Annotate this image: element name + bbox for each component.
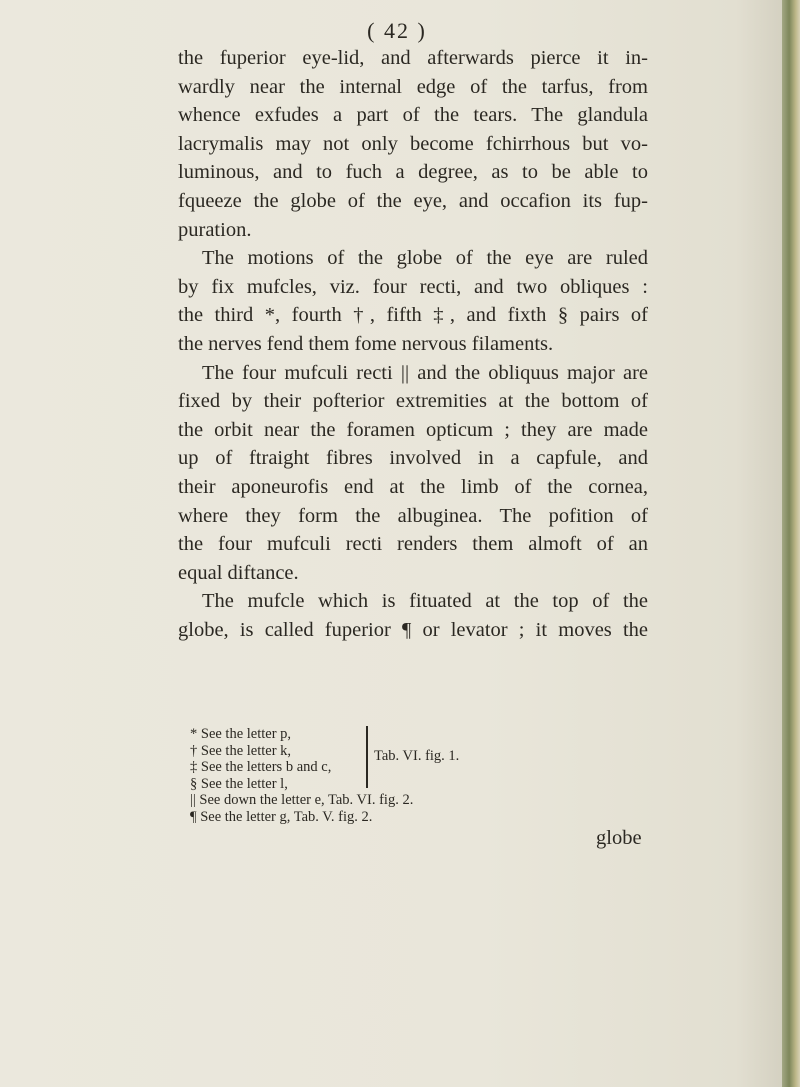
text-line: globe, is called fuperior ¶ or levator ; it moves the	[178, 618, 648, 641]
page-number: ( 42 )	[367, 18, 427, 43]
footnotes	[190, 726, 610, 826]
footnote-group-bracketed	[190, 726, 610, 792]
text-line: whence exfudes a part of the tears. The glandula	[178, 104, 648, 127]
text-line: luminous, and to fuch a degree, as to be able to	[178, 161, 648, 184]
text-line: fqueeze the globe of the eye, and occafion its fup-	[178, 189, 648, 212]
text-line: puration.	[178, 218, 252, 241]
text-line: wardly near the internal edge of the tarfus, from	[178, 75, 648, 98]
footnote-table-reference: Tab. VI. fig. 1.	[374, 748, 460, 764]
body-text	[178, 44, 648, 644]
footnote: * See the letter p,	[190, 726, 292, 742]
brace-mark	[358, 726, 368, 788]
text-line: lacrymalis may not only become fchirrhous but vo-	[178, 132, 648, 155]
page-edge	[782, 0, 800, 1087]
footnote: || See down the letter e, Tab. VI. fig. 2.	[190, 792, 414, 809]
footnote: † See the letter k,	[190, 742, 292, 759]
catchword: globe	[596, 827, 642, 849]
text-line: the orbit near the foramen opticum ; they are made	[178, 418, 648, 441]
footnote: § See the letter l,	[190, 775, 288, 792]
text-line: The four mufculi recti || and the obliquus major are	[202, 361, 648, 384]
text-line: the third *, fourth †, fifth ‡, and fixth § pairs of	[178, 304, 648, 327]
text-line: equal diftance.	[178, 561, 299, 584]
footnote: ‡ See the letters b and c,	[190, 759, 332, 776]
text-line: their aponeurofis end at the limb of the cornea,	[178, 475, 648, 498]
text-line: by fix mufcles, viz. four recti, and two obliques :	[178, 275, 648, 298]
text-line: The motions of the globe of the eye are ruled	[202, 247, 648, 270]
text-line: where they form the albuginea. The pofition of	[178, 504, 648, 527]
text-line: the fuperior eye-lid, and afterwards pierce it in-	[178, 47, 648, 69]
text-line: the four mufculi recti renders them almoft of an	[178, 533, 648, 556]
text-line: The mufcle which is fituated at the top of the	[202, 590, 648, 613]
text-line: fixed by their pofterior extremities at the bottom of	[178, 390, 648, 413]
text-line: the nerves fend them fome nervous filaments.	[178, 332, 554, 355]
text-line: up of ftraight fibres involved in a capfule, and	[178, 447, 648, 470]
footnote: ¶ See the letter g, Tab. V. fig. 2.	[190, 808, 373, 825]
